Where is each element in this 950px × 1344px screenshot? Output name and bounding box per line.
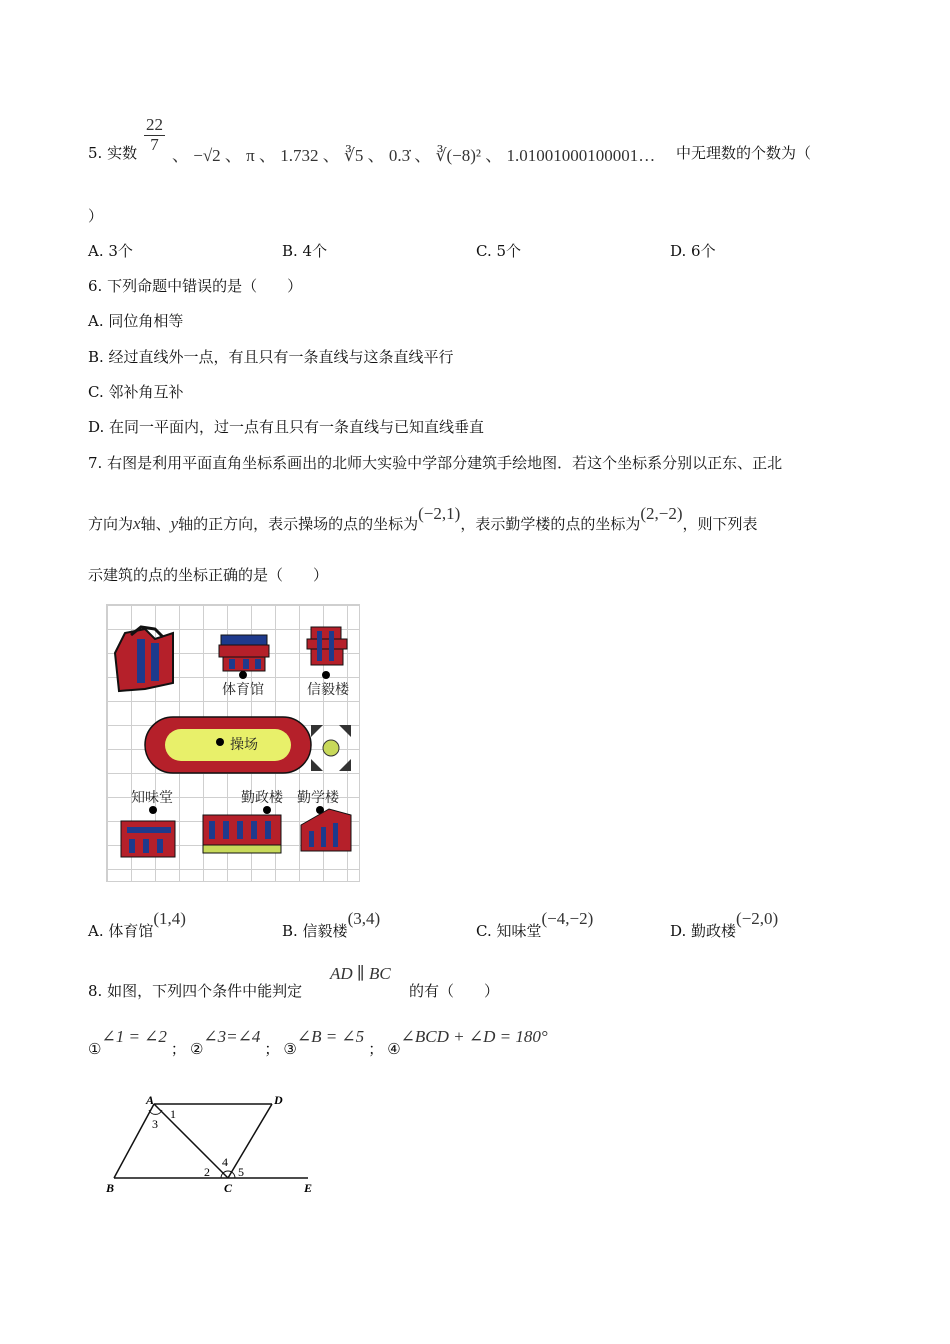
q6-stem: 6. 下列命题中错误的是（ ） bbox=[88, 277, 303, 295]
angle-label-5: 5 bbox=[238, 1165, 244, 1179]
q5-stem bbox=[88, 142, 137, 163]
q7-option-b-label: B. 信毅楼 bbox=[282, 922, 348, 940]
q7-option-a[interactable] bbox=[88, 908, 186, 940]
q5-close: ） bbox=[88, 207, 104, 225]
q8-figure bbox=[100, 1090, 330, 1200]
label-qinxue: 勤学楼 bbox=[297, 790, 339, 806]
label-playground: 操场 bbox=[230, 737, 258, 753]
q5-neg-sqrt2: −√2 bbox=[193, 146, 221, 165]
q5-suffix: 中无理数的个数为（ bbox=[676, 144, 812, 162]
angle-label-2: 2 bbox=[204, 1165, 210, 1179]
q5-option-d[interactable]: D. 6个 bbox=[670, 242, 716, 260]
label-A: A bbox=[146, 1093, 155, 1107]
q7-option-b-coord: (3,4) bbox=[347, 909, 381, 928]
q7-line3: 示建筑的点的坐标正确的是（ ） bbox=[88, 566, 329, 584]
q8-c1: ∠1 = ∠2 bbox=[101, 1027, 167, 1046]
q5-sep: 、 bbox=[172, 146, 189, 165]
building-gym bbox=[217, 631, 271, 675]
q8-semi: ； bbox=[368, 1040, 384, 1058]
q8-condition: AD ∥ BC bbox=[330, 964, 391, 983]
q8-c1-mark: ① bbox=[88, 1040, 102, 1058]
q6-option-d[interactable]: D. 在同一平面内，过一点有且只有一条直线与已知直线垂直 bbox=[88, 418, 485, 436]
q8-semi: ； bbox=[264, 1040, 280, 1058]
building-icon-right bbox=[309, 723, 353, 773]
q5-long-num: 1.01001000100001… bbox=[506, 146, 656, 165]
q8-c2: ∠3=∠4 bbox=[203, 1027, 261, 1046]
q7-option-d[interactable] bbox=[670, 908, 779, 940]
label-qinzheng: 勤政楼 bbox=[241, 790, 283, 806]
q8-c4: ∠BCD + ∠D = 180° bbox=[400, 1027, 548, 1046]
q7-option-d-coord: (−2,0) bbox=[736, 909, 779, 928]
q5-sep: 、 bbox=[322, 146, 340, 165]
angle-label-4: 4 bbox=[222, 1155, 228, 1169]
segment-AB bbox=[114, 1104, 154, 1178]
playground-track bbox=[143, 715, 313, 775]
point-xinyi bbox=[322, 671, 330, 679]
q8-c3-mark: ③ bbox=[283, 1040, 297, 1058]
label-B: B bbox=[106, 1181, 115, 1195]
q7-option-c-coord: (−4,−2) bbox=[541, 909, 594, 928]
q7-option-b[interactable] bbox=[282, 908, 381, 940]
label-xinyi: 信毅楼 bbox=[307, 682, 349, 698]
point-playground bbox=[216, 738, 224, 746]
q5-cbrt-neg8sq: ∛(−8)² bbox=[435, 146, 481, 165]
q5-cbrt5: ∛5 bbox=[344, 146, 364, 165]
q7-option-a-coord: (1,4) bbox=[153, 909, 186, 928]
q7-option-a-label: A. 体育馆 bbox=[88, 922, 154, 940]
q5-frac-num: 22 bbox=[146, 115, 163, 134]
q7-text: 轴、 bbox=[140, 515, 171, 533]
q5-1732: 1.732 bbox=[280, 146, 319, 165]
angle-label-1: 1 bbox=[170, 1107, 176, 1121]
label-zhiwei: 知味堂 bbox=[131, 790, 173, 806]
point-zhiwei bbox=[149, 806, 157, 814]
q6-option-c[interactable]: C. 邻补角互补 bbox=[88, 383, 184, 401]
q7-x-var: x bbox=[133, 514, 141, 533]
q7-y-var: y bbox=[170, 514, 179, 533]
q8-stem-a: 8. 如图，下列四个条件中能判定 bbox=[88, 982, 303, 1000]
q6-option-a[interactable]: A. 同位角相等 bbox=[88, 312, 184, 330]
q5-prefix: 5. 实数 bbox=[88, 144, 138, 162]
q7-text: ，则下列表 bbox=[682, 515, 758, 533]
q8-c4-mark: ④ bbox=[387, 1040, 401, 1058]
q5-option-a[interactable]: A. 3个 bbox=[88, 242, 133, 260]
q5-sep: 、 bbox=[259, 146, 277, 165]
q5-sep: 、 bbox=[485, 146, 503, 165]
building-qinzheng bbox=[201, 813, 285, 855]
q5-sep: 、 bbox=[414, 146, 432, 165]
label-C: C bbox=[224, 1181, 233, 1195]
q5-pi: π bbox=[246, 146, 255, 165]
segment-AC bbox=[154, 1104, 228, 1178]
q7-option-c[interactable] bbox=[476, 908, 594, 940]
q6-option-b[interactable]: B. 经过直线外一点，有且只有一条直线与这条直线平行 bbox=[88, 348, 454, 366]
q8-c3: ∠B = ∠5 bbox=[296, 1027, 365, 1046]
label-E: E bbox=[304, 1181, 313, 1195]
q7-option-d-label: D. 勤政楼 bbox=[670, 922, 737, 940]
q5-option-b[interactable]: B. 4个 bbox=[282, 242, 328, 260]
label-D: D bbox=[274, 1093, 283, 1107]
q5-repeating: 0.3̇ bbox=[388, 146, 411, 165]
q5-sep: 、 bbox=[224, 146, 242, 165]
q7-text: 轴的正方向，表示操场的点的坐标为 bbox=[178, 515, 419, 533]
angle-label-3: 3 bbox=[152, 1117, 158, 1131]
q7-coord-playground: (−2,1) bbox=[418, 504, 461, 523]
q7-coord-qinxue: (2,−2) bbox=[640, 504, 683, 523]
q5-numbers bbox=[172, 141, 655, 166]
segment-DC bbox=[228, 1104, 272, 1178]
q7-line1: 7. 右图是利用平面直角坐标系画出的北师大实验中学部分建筑手绘地图．若这个坐标系分别以正东、正北 bbox=[88, 454, 783, 472]
q8-c2-mark: ② bbox=[189, 1040, 204, 1058]
point-gym bbox=[239, 671, 247, 679]
q8-stem-b: 的有（ ） bbox=[409, 982, 500, 1000]
campus-map bbox=[106, 604, 360, 882]
q8-semi: ； bbox=[170, 1040, 186, 1058]
building-zhiwei bbox=[119, 815, 179, 859]
building-xinyi bbox=[305, 625, 349, 669]
label-gym: 体育馆 bbox=[222, 682, 264, 698]
building-topleft bbox=[111, 623, 181, 693]
building-qinxue bbox=[299, 805, 355, 855]
q5-fraction bbox=[144, 116, 165, 154]
q7-text: 方向为 bbox=[88, 515, 134, 533]
q7-option-c-label: C. 知味堂 bbox=[476, 922, 542, 940]
q8-conditions bbox=[88, 1026, 548, 1058]
q5-sep: 、 bbox=[367, 146, 385, 165]
q5-option-c[interactable]: C. 5个 bbox=[476, 242, 522, 260]
q5-frac-den: 7 bbox=[150, 134, 159, 154]
q7-text: ，表示勤学楼的点的坐标为 bbox=[460, 515, 641, 533]
q7-line2 bbox=[88, 504, 758, 534]
